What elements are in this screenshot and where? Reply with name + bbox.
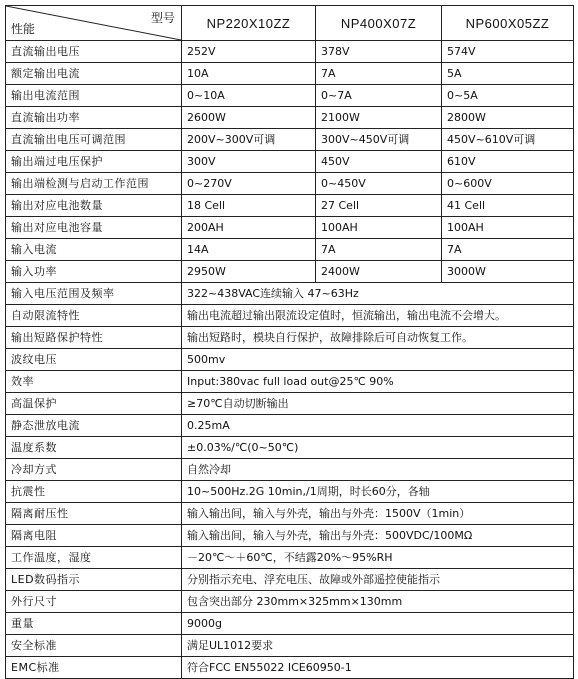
row-label: 自动限流特性 <box>6 305 182 327</box>
table-row <box>6 635 574 657</box>
param-axis-label: 性能 <box>11 22 36 36</box>
table-row <box>6 305 574 327</box>
row-label: 温度系数 <box>6 437 182 459</box>
table-row <box>6 393 574 415</box>
model-value-cell: 100AH <box>316 217 442 239</box>
common-value-cell: 包含突出部分 230mm×325mm×130mm <box>182 591 574 613</box>
common-value-cell: 分别指示充电、浮充电压、故障或外部遥控使能指示 <box>182 569 574 591</box>
row-label: 额定输出电流 <box>6 63 182 85</box>
model-axis-label: 型号 <box>150 11 175 25</box>
row-label: 静态泄放电流 <box>6 415 182 437</box>
table-row <box>6 107 574 129</box>
model-value-cell: 450V <box>316 151 442 173</box>
row-label: 输出对应电池容量 <box>6 217 182 239</box>
common-value-cell: ±0.03%/℃(0~50℃) <box>182 437 574 459</box>
model-value-cell: 27 Cell <box>316 195 442 217</box>
row-label: EMC标准 <box>6 657 182 679</box>
row-label: 输出对应电池数量 <box>6 195 182 217</box>
table-row <box>6 217 574 239</box>
row-label: 隔离耐压性 <box>6 503 182 525</box>
row-label: 安全标准 <box>6 635 182 657</box>
common-value-cell: 322~438VAC连续输入 47~63Hz <box>182 283 574 305</box>
common-value-cell: 500mv <box>182 349 574 371</box>
model-value-cell: 0~7A <box>316 85 442 107</box>
table-row <box>6 613 574 635</box>
row-label: 效率 <box>6 371 182 393</box>
table-row <box>6 41 574 63</box>
row-label: LED数码指示 <box>6 569 182 591</box>
model-value-cell: 574V <box>442 41 574 63</box>
common-value-cell: 输入输出间，输入与外壳，输出与外壳：1500V（1min） <box>182 503 574 525</box>
row-label: 直流输出电压 <box>6 41 182 63</box>
common-value-cell: 9000g <box>182 613 574 635</box>
row-label: 输入电流 <box>6 239 182 261</box>
table-row <box>6 415 574 437</box>
model-value-cell: 300V~450V可调 <box>316 129 442 151</box>
model-value-cell: 7A <box>316 239 442 261</box>
model-value-cell: 2100W <box>316 107 442 129</box>
model-value-cell: 3000W <box>442 261 574 283</box>
common-value-cell: 输出短路时，模块自行保护，故障排除后可自动恢复工作。 <box>182 327 574 349</box>
model-value-cell: 7A <box>316 63 442 85</box>
model-value-cell: 450V~610V可调 <box>442 129 574 151</box>
table-row <box>6 63 574 85</box>
row-label: 输出短路保护特性 <box>6 327 182 349</box>
row-label: 输入功率 <box>6 261 182 283</box>
model-value-cell: 0~270V <box>182 173 316 195</box>
row-label: 抗震性 <box>6 481 182 503</box>
row-label: 输入电压范围及频率 <box>6 283 182 305</box>
model-value-cell: 252V <box>182 41 316 63</box>
row-label: 输出电流范围 <box>6 85 182 107</box>
common-value-cell: 满足UL1012要求 <box>182 635 574 657</box>
table-row <box>6 437 574 459</box>
table-row <box>6 547 574 569</box>
model-value-cell: 14A <box>182 239 316 261</box>
table-row <box>6 503 574 525</box>
common-value-cell: Input:380vac full load out@25℃ 90% <box>182 371 574 393</box>
table-row <box>6 525 574 547</box>
model-value-cell: 2800W <box>442 107 574 129</box>
common-value-cell: 自然冷却 <box>182 459 574 481</box>
model-value-cell: 2950W <box>182 261 316 283</box>
model-value-cell: 10A <box>182 63 316 85</box>
table-row <box>6 349 574 371</box>
model-value-cell: 200AH <box>182 217 316 239</box>
model-value-cell: 18 Cell <box>182 195 316 217</box>
table-row <box>6 129 574 151</box>
model-value-cell: 610V <box>442 151 574 173</box>
common-value-cell: －20℃～＋60℃，不结露20%～95%RH <box>182 547 574 569</box>
table-row <box>6 569 574 591</box>
model-value-cell: 300V <box>182 151 316 173</box>
table-row <box>6 591 574 613</box>
model-value-cell: 0~10A <box>182 85 316 107</box>
table-row <box>6 657 574 679</box>
table-row <box>6 85 574 107</box>
table-row <box>6 327 574 349</box>
table-row <box>6 261 574 283</box>
common-value-cell: 符合FCC EN55022 ICE60950-1 <box>182 657 574 679</box>
model-value-cell: 100AH <box>442 217 574 239</box>
spec-table-body <box>6 41 574 679</box>
model-value-cell: 378V <box>316 41 442 63</box>
common-value-cell: 0.25mA <box>182 415 574 437</box>
common-value-cell: 输入输出间，输入与外壳，输出与外壳：500VDC/100MΩ <box>182 525 574 547</box>
row-label: 波纹电压 <box>6 349 182 371</box>
model-header-2: NP400X07Z <box>316 6 442 41</box>
common-value-cell: 10~500Hz.2G 10min,/1周期，时长60分，各轴 <box>182 481 574 503</box>
row-label: 直流输出电压可调范围 <box>6 129 182 151</box>
model-value-cell: 0~5A <box>442 85 574 107</box>
row-label: 高温保护 <box>6 393 182 415</box>
table-row <box>6 151 574 173</box>
model-header-1: NP220X10ZZ <box>182 6 316 41</box>
row-label: 外行尺寸 <box>6 591 182 613</box>
table-row <box>6 283 574 305</box>
model-value-cell: 2600W <box>182 107 316 129</box>
header-row <box>6 6 574 41</box>
model-value-cell: 0~600V <box>442 173 574 195</box>
header-corner-cell <box>6 6 182 41</box>
common-value-cell: 输出电流超过输出限流设定值时，恒流输出，输出电流不会增大。 <box>182 305 574 327</box>
row-label: 直流输出功率 <box>6 107 182 129</box>
row-label: 工作温度，湿度 <box>6 547 182 569</box>
model-value-cell: 7A <box>442 239 574 261</box>
model-value-cell: 5A <box>442 63 574 85</box>
model-value-cell: 0~450V <box>316 173 442 195</box>
table-row <box>6 371 574 393</box>
model-header-3: NP600X05ZZ <box>442 6 574 41</box>
common-value-cell: ≥70℃自动切断输出 <box>182 393 574 415</box>
table-row <box>6 173 574 195</box>
table-row <box>6 459 574 481</box>
table-row <box>6 481 574 503</box>
model-value-cell: 41 Cell <box>442 195 574 217</box>
row-label: 重量 <box>6 613 182 635</box>
row-label: 输出端过电压保护 <box>6 151 182 173</box>
table-row <box>6 195 574 217</box>
row-label: 输出端检测与启动工作范围 <box>6 173 182 195</box>
table-row <box>6 239 574 261</box>
row-label: 隔离电阻 <box>6 525 182 547</box>
spec-table <box>5 5 574 679</box>
row-label: 冷却方式 <box>6 459 182 481</box>
model-value-cell: 200V~300V可调 <box>182 129 316 151</box>
model-value-cell: 2400W <box>316 261 442 283</box>
